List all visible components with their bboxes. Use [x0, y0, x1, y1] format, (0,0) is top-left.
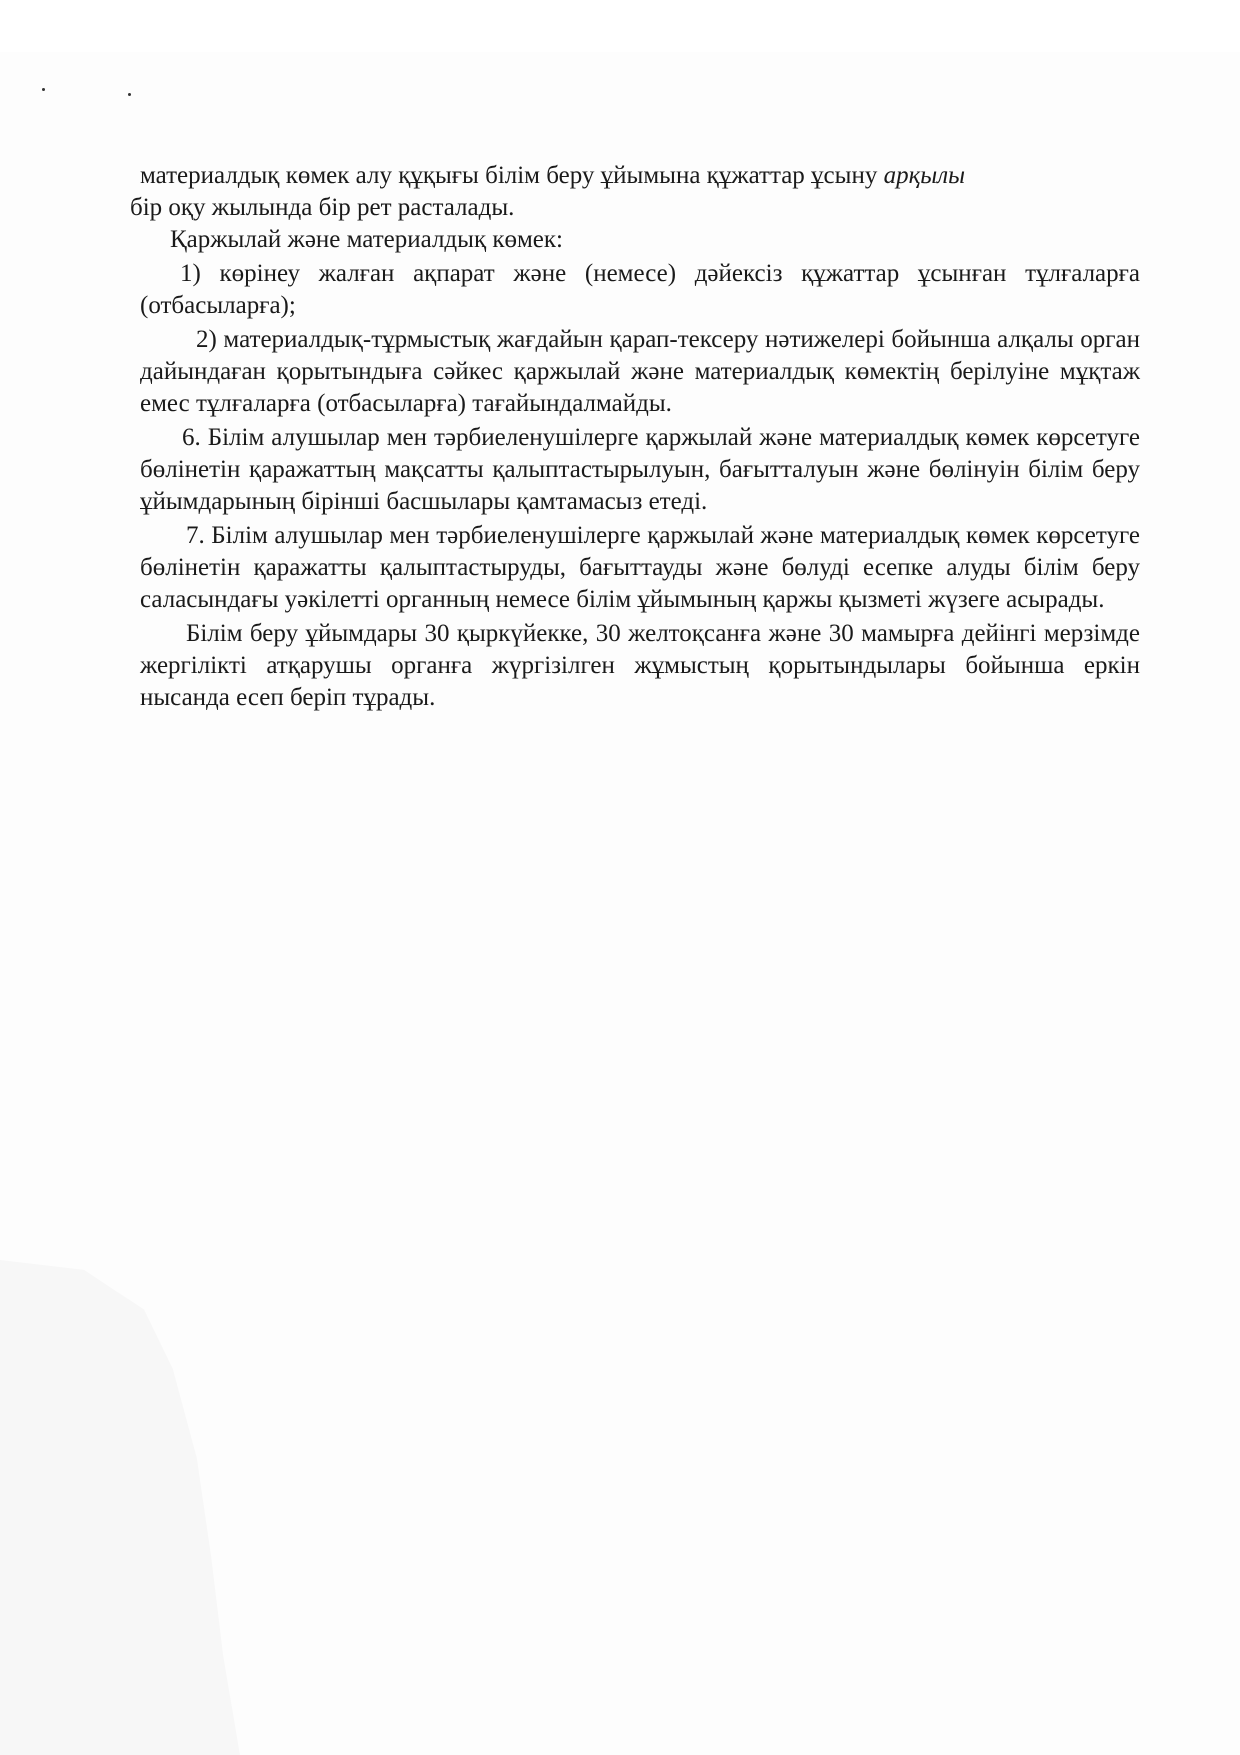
paragraph-continuation-end: бір оқу жылында бір рет расталады.: [130, 194, 515, 221]
scan-speck: [128, 93, 131, 96]
scan-shadow-corner: [0, 1260, 240, 1755]
paragraph-item-7: 7. Білім алушылар мен тәрбиеленушілерге қаржылай және материалдық көмек көрсетуге бөлінетін қаражатты қалыптастыруды, бағыттауды және бөлуді есепке алуды білім беру саласындағы уәкілетті органның немесе білім ұйымының қаржы қызметі жүзеге асырады.: [140, 522, 1140, 613]
paragraph-italic-text: арқылы: [883, 162, 966, 189]
list-item-1: 1) көрінеу жалған ақпарат және (немесе) дәйексіз құжаттар ұсынған тұлғаларға (отбасыларға);: [140, 260, 1140, 319]
document-body: [130, 160, 1140, 714]
list-item-2: 2) материалдық-тұрмыстық жағдайын қарап-тексеру нәтижелері бойынша алқалы орган дайындаған қорытындыға сәйкес қаржылай және материалдық көмектің берілуіне мұқтаж емес тұлғаларға (отбасыларға) тағайындалмайды.: [140, 326, 1140, 417]
paragraph-text: материалдық көмек алу құқығы білім беру ұйымына құжаттар ұсыну: [140, 162, 884, 189]
scan-speck: [42, 88, 45, 91]
paragraph-reporting: Білім беру ұйымдары 30 қыркүйекке, 30 желтоқсанға және 30 мамырға дейінгі мерзімде жергілікті атқарушы органға жүргізілген жұмыстың қорытындылары бойынша еркін нысанда есеп беріп тұрады.: [140, 620, 1140, 711]
scan-top-edge: [0, 0, 1240, 52]
paragraph-heading: Қаржылай және материалдық көмек:: [170, 226, 563, 253]
paragraph-continuation: [140, 160, 1140, 192]
paragraph-item-6: 6. Білім алушылар мен тәрбиеленушілерге қаржылай және материалдық көмек көрсетуге бөлінетін қаражаттың мақсатты қалыптастырылуын, бағытталуын және бөлінуін білім беру ұйымдарының бірінші басшылары қамтамасыз етеді.: [140, 424, 1140, 515]
